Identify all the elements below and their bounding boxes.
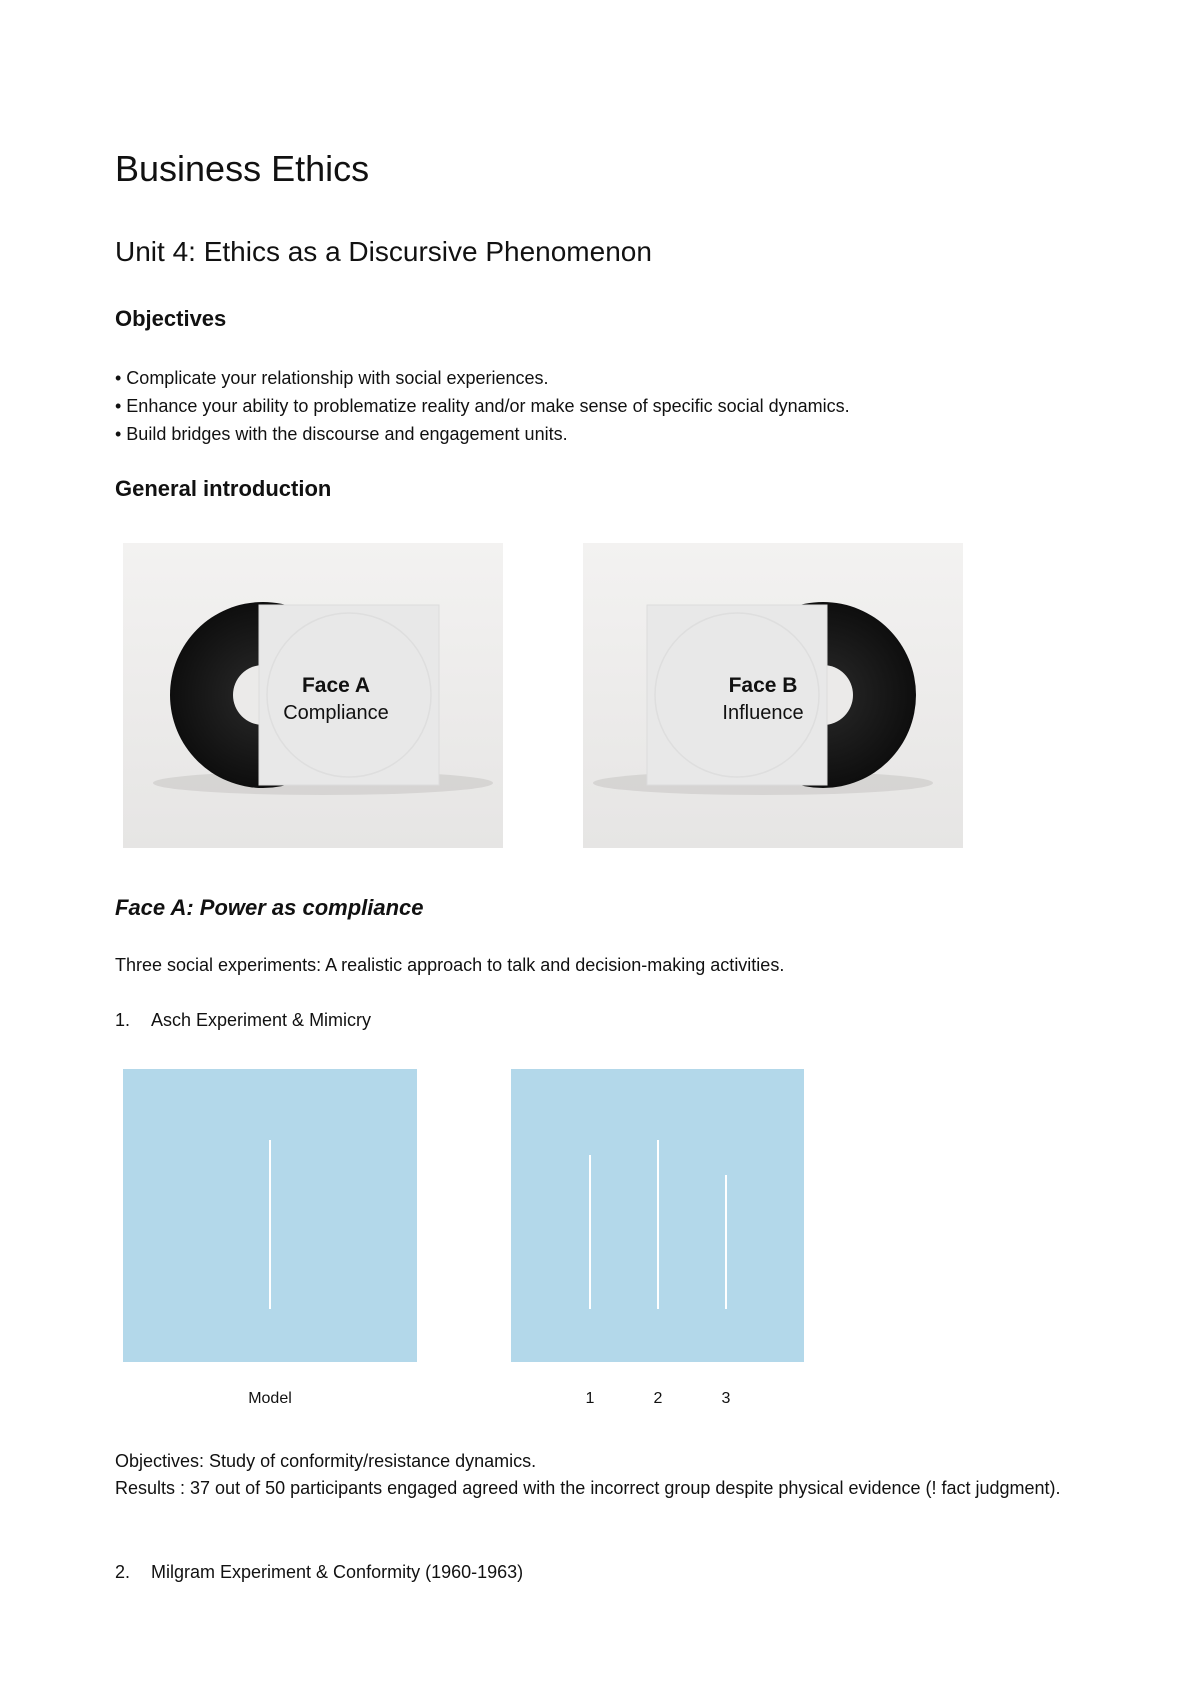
comparison-line-2	[657, 1140, 659, 1309]
comparison-line-3	[725, 1175, 727, 1309]
record-b-label-text: Influence	[722, 702, 804, 724]
record-face-a-image	[123, 543, 503, 848]
general-introduction-heading: General introduction	[115, 476, 332, 501]
item-number: 1.	[115, 1010, 131, 1030]
model-label: Model	[248, 1390, 292, 1407]
asch-findings	[115, 1448, 1095, 1502]
asch-objectives-text: Objectives: Study of conformity/resistance dynamics.	[115, 1451, 537, 1471]
objective-item: • Enhance your ability to problematize reality and/or make sense of specific social dynamics.	[115, 396, 850, 416]
item-label: Asch Experiment & Mimicry	[151, 1010, 372, 1030]
experiments-intro: Three social experiments: A realistic approach to talk and decision-making activities.	[115, 955, 785, 975]
asch-model-panel	[123, 1069, 417, 1362]
record-a-label-text: Compliance	[283, 702, 389, 724]
numbered-item-1	[115, 1010, 371, 1031]
asch-comparison-panel	[511, 1069, 804, 1362]
comparison-label-2: 2	[653, 1390, 663, 1407]
vinyl-record-illustration	[123, 543, 503, 848]
unit-title: Unit 4: Ethics as a Discursive Phenomenon	[115, 236, 652, 267]
numbered-item-2	[115, 1562, 523, 1583]
record-a-face-text: Face A	[301, 674, 371, 697]
vinyl-record-illustration	[583, 543, 963, 848]
model-line	[269, 1140, 271, 1309]
comparison-label-3: 3	[721, 1390, 731, 1407]
asch-results-text: Results : 37 out of 50 participants engaged agreed with the incorrect group despite physical evidence (! fact judgment).	[115, 1478, 1061, 1498]
objectives-heading: Objectives	[115, 306, 227, 331]
comparison-line-1	[589, 1155, 591, 1309]
comparison-label-1: 1	[585, 1390, 595, 1407]
item-label: Milgram Experiment & Conformity (1960-1963)	[151, 1562, 524, 1582]
record-face-b-image	[583, 543, 963, 848]
objective-item: • Build bridges with the discourse and engagement units.	[115, 424, 568, 444]
objectives-list	[115, 364, 850, 448]
objective-item: • Complicate your relationship with social experiences.	[115, 368, 549, 388]
document-title: Business Ethics	[115, 148, 370, 189]
record-b-face-text: Face B	[728, 674, 798, 697]
face-a-heading: Face A: Power as compliance	[115, 895, 424, 920]
item-number: 2.	[115, 1562, 131, 1582]
